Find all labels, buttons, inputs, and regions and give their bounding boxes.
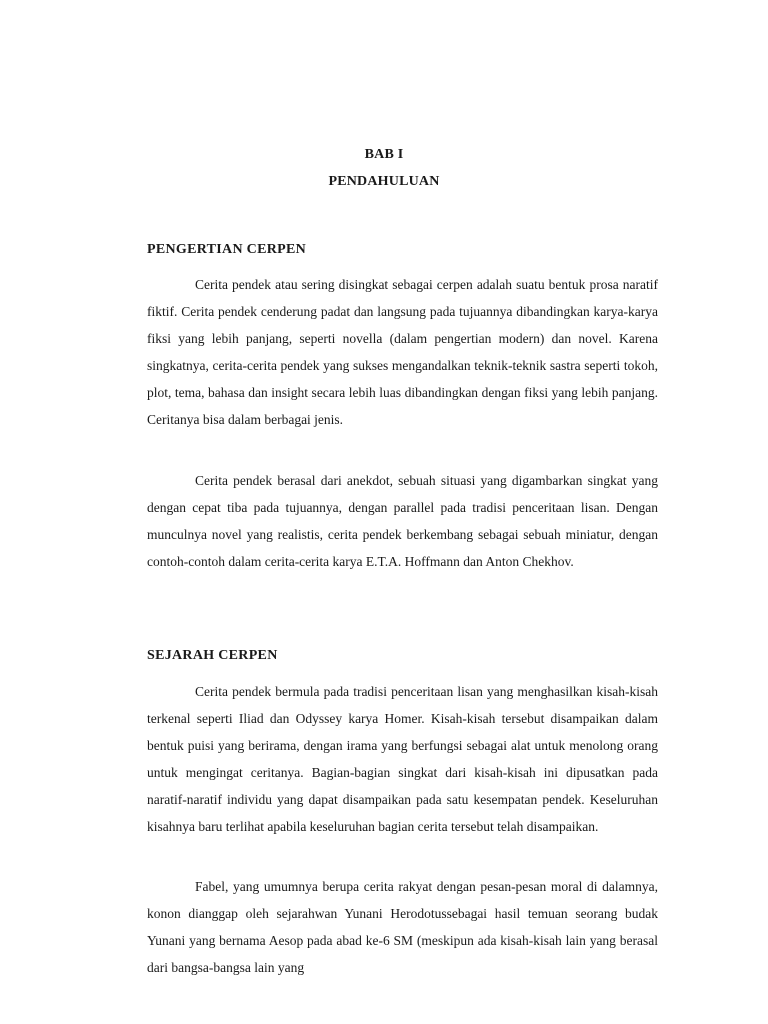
paragraph-sejarah-2: Fabel, yang umumnya berupa cerita rakyat dengan pesan-pesan moral di dalamnya, konon dianggap oleh sejarahwan Yunani Herodotussebagai hasil temuan seorang budak Yunani yang bernama Aesop pada abad ke-6 SM (meskipun ada kisah-kisah lain yang berasal dari bangsa-bangsa lain yang: [147, 879, 658, 975]
paragraph-sejarah-1: Cerita pendek bermula pada tradisi penceritaan lisan yang menghasilkan kisah-kisah terkenal seperti Iliad dan Odyssey karya Homer. Kisah-kisah tersebut disampaikan dalam bentuk puisi yang berirama, dengan irama yang berfungsi sebagai alat untuk menolong orang untuk mengingat ceritanya. Bagian-bagian singkat dari kisah-kisah ini dipusatkan pada naratif-naratif individu yang dapat disampaikan pada satu kesempatan pendek. Keseluruhan kisahnya baru terlihat apabila keseluruhan bagian cerita tersebut telah disampaikan.: [147, 684, 658, 834]
paragraph-pengertian-1: Cerita pendek atau sering disingkat sebagai cerpen adalah suatu bentuk prosa naratif fiktif. Cerita pendek cenderung padat dan langsung pada tujuannya dibandingkan karya-karya fiksi yang lebih panjang, seperti novella (dalam pengertian modern) dan novel. Karena singkatnya, cerita-cerita pendek yang sukses mengandalkan teknik-teknik sastra seperti tokoh, plot, tema, bahasa dan insight secara lebih luas dibandingkan dengan fiksi yang lebih panjang. Ceritanya bisa dalam berbagai jenis.: [147, 277, 658, 427]
section-heading-sejarah: SEJARAH CERPEN: [147, 648, 278, 663]
chapter-number: BAB I: [364, 147, 404, 162]
paragraph-pengertian-2: Cerita pendek berasal dari anekdot, sebuah situasi yang digambarkan singkat yang dengan cepat tiba pada tujuannya, dengan parallel pada tradisi penceritaan lisan. Dengan munculnya novel yang realistis, cerita pendek berkembang sebagai sebuah miniatur, dengan contoh-contoh dalam cerita-cerita karya E.T.A. Hoffmann dan Anton Chekhov.: [147, 473, 658, 569]
chapter-title: PENDAHULUAN: [328, 174, 440, 189]
section-heading-pengertian: PENGERTIAN CERPEN: [147, 242, 307, 257]
